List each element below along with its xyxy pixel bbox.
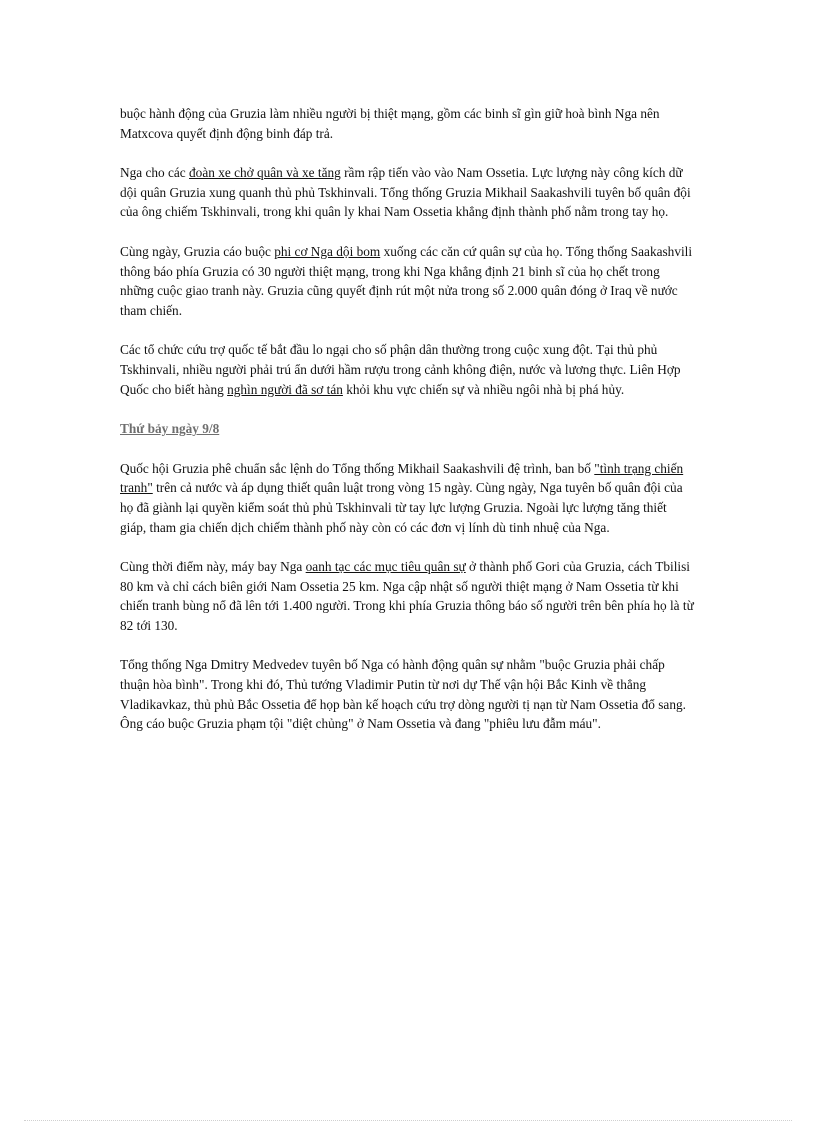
paragraph-1: [120, 104, 695, 143]
paragraph-5-text-b: trên cả nước và áp dụng thiết quân luật trong vòng 15 ngày. Cùng ngày, Nga tuyên bố quân đội của họ đã giành lại quyền kiểm soát thủ phủ Tskhinvali từ tay lực lượng Gruzia. Ngoài lực lượng tăng thiết giáp, tham gia chiến dịch chiếm thành phố này còn có các đơn vị lính dù tinh nhuệ của Nga.: [120, 480, 683, 535]
paragraph-2-text-a: Nga cho các: [120, 165, 190, 181]
section-heading-text: Thứ bảy ngày 9/8: [120, 421, 220, 437]
document-page: [120, 104, 695, 754]
paragraph-1-text: buộc hành động của Gruzia làm nhiều người bị thiệt mạng, gồm các binh sĩ gìn giữ hoà bình Nga nên Matxcova quyết định động binh đáp trả.: [120, 106, 660, 141]
paragraph-3: [120, 242, 695, 320]
paragraph-5: [120, 459, 695, 537]
paragraph-2-text-b: rầm rập tiến vào vào Nam Ossetia. Lực lượng này công kích dữ dội quân Gruzia xung quanh thủ phủ Tskhinvali. Tổng thống Gruzia Mikhail Saakashvili tuyên bố quân đội của ông chiếm Tskhinvali, trong khi quân ly khai Nam Ossetia khẳng định thành phố nằm trong tay họ.: [120, 165, 691, 220]
link-russian-bombers[interactable]: phi cơ Nga dội bom: [274, 243, 381, 259]
paragraph-2: [120, 163, 695, 222]
paragraph-4: [120, 340, 695, 399]
link-state-of-war[interactable]: "tình trạng chiến tranh": [120, 460, 684, 496]
link-evacuated-thousands[interactable]: nghìn người đã sơ tán: [227, 381, 343, 397]
link-military-targets[interactable]: oanh tạc các mục tiêu quân sự: [305, 559, 466, 575]
section-heading-saturday: [120, 419, 695, 439]
paragraph-5-text-a: Quốc hội Gruzia phê chuẩn sắc lệnh do Tổng thống Mikhail Saakashvili đệ trình, ban bố: [120, 460, 595, 476]
link-tank-convoy[interactable]: đoàn xe chở quân và xe tăng: [189, 165, 341, 181]
paragraph-4-text-b: khỏi khu vực chiến sự và nhiều ngôi nhà bị phá hủy.: [342, 381, 625, 397]
paragraph-3-text-a: Cùng ngày, Gruzia cáo buộc: [120, 243, 275, 259]
paragraph-7: [120, 655, 695, 733]
paragraph-6-text-b: ở thành phố Gori của Gruzia, cách Tbilisi 80 km và chỉ cách biên giới Nam Ossetia 25 km. Nga cập nhật số người thiệt mạng ở Nam Ossetia từ khi chiến tranh bùng nổ đã lên tới 1.400 người. Trong khi phía Gruzia thông báo số người trên bên phía họ là từ 82 tới 130.: [120, 559, 694, 633]
page-edge-divider: [24, 1120, 792, 1121]
paragraph-6-text-a: Cùng thời điểm này, máy bay Nga: [120, 559, 306, 575]
paragraph-7-text: Tổng thống Nga Dmitry Medvedev tuyên bố Nga có hành động quân sự nhằm "buộc Gruzia phải chấp thuận hòa bình". Trong khi đó, Thủ tướng Vladimir Putin từ nơi dự Thế vận hội Bắc Kinh về thẳng Vladikavkaz, thủ phủ Bắc Ossetia để họp bàn kế hoạch cứu trợ dòng người tị nạn từ Nam Ossetia đổ sang. Ông cáo buộc Gruzia phạm tội "diệt chủng" ở Nam Ossetia và đang "phiêu lưu đẫm máu".: [120, 657, 686, 732]
paragraph-4-text-a: Các tổ chức cứu trợ quốc tế bắt đầu lo ngại cho số phận dân thường trong cuộc xung đột. Tại thủ phủ Tskhinvali, nhiều người phải trú ẩn dưới hầm rượu trong cảnh không điện, nước và lương thực. Liên Hợp Quốc cho biết hàng: [120, 342, 681, 397]
paragraph-3-text-b: xuống các căn cứ quân sự của họ. Tổng thống Saakashvili thông báo phía Gruzia có 30 người thiệt mạng, trong khi Nga khẳng định 21 binh sĩ của họ chết trong những cuộc giao tranh này. Gruzia cũng quyết định rút một nửa trong số 2.000 quân đóng ở Iraq về nước tham chiến.: [120, 243, 693, 318]
paragraph-6: [120, 557, 695, 635]
